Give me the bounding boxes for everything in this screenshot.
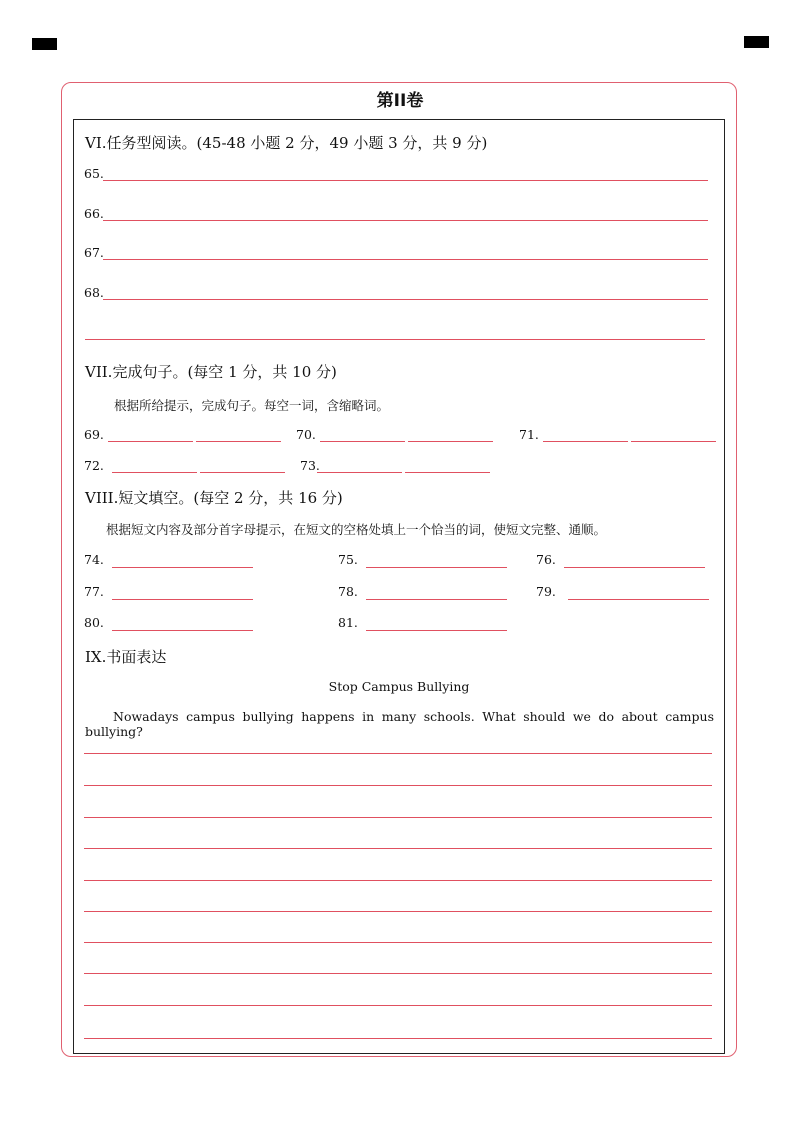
item-74-label: 74. bbox=[84, 552, 104, 567]
section-vii-heading: VII.完成句子。(每空 1 分，共 10 分) bbox=[85, 363, 337, 381]
item-76-label: 76. bbox=[536, 552, 556, 567]
answer-line-66[interactable] bbox=[103, 220, 708, 221]
answer-blank-80[interactable] bbox=[112, 630, 253, 631]
section-viii-heading: VIII.短文填空。(每空 2 分，共 16 分) bbox=[85, 489, 343, 507]
item-67-label: 67. bbox=[84, 245, 104, 260]
item-73-label: 73. bbox=[300, 458, 320, 473]
answer-blank-75[interactable] bbox=[366, 567, 507, 568]
essay-line[interactable] bbox=[84, 973, 712, 974]
answer-blank-78[interactable] bbox=[366, 599, 507, 600]
essay-line[interactable] bbox=[84, 1005, 712, 1006]
answer-blank-71a[interactable] bbox=[543, 441, 628, 442]
answer-blank-69b[interactable] bbox=[196, 441, 281, 442]
answer-blank-70b[interactable] bbox=[408, 441, 493, 442]
essay-line[interactable] bbox=[84, 911, 712, 912]
essay-title: Stop Campus Bullying bbox=[328, 679, 470, 694]
item-70-label: 70. bbox=[296, 427, 316, 442]
essay-line[interactable] bbox=[84, 753, 712, 754]
answer-blank-72b[interactable] bbox=[200, 472, 285, 473]
item-68-label: 68. bbox=[84, 285, 104, 300]
item-69-label: 69. bbox=[84, 427, 104, 442]
answer-blank-70a[interactable] bbox=[320, 441, 405, 442]
answer-blank-74[interactable] bbox=[112, 567, 253, 568]
answer-blank-69a[interactable] bbox=[108, 441, 193, 442]
answer-line-65[interactable] bbox=[103, 180, 708, 181]
essay-line[interactable] bbox=[84, 880, 712, 881]
answer-blank-76[interactable] bbox=[564, 567, 705, 568]
answer-line-67[interactable] bbox=[103, 259, 708, 260]
section-ix-heading: IX.书面表达 bbox=[85, 648, 167, 666]
answer-blank-79[interactable] bbox=[568, 599, 709, 600]
item-72-label: 72. bbox=[84, 458, 104, 473]
item-77-label: 77. bbox=[84, 584, 104, 599]
essay-line[interactable] bbox=[84, 942, 712, 943]
item-71-label: 71. bbox=[519, 427, 539, 442]
registration-mark-left bbox=[32, 38, 57, 50]
essay-line[interactable] bbox=[84, 785, 712, 786]
answer-blank-73a[interactable] bbox=[317, 472, 402, 473]
item-79-label: 79. bbox=[536, 584, 556, 599]
section-viii-instruction: 根据短文内容及部分首字母提示，在短文的空格处填上一个恰当的词，使短文完整、通顺。 bbox=[106, 522, 607, 537]
answer-line-68-continued[interactable] bbox=[85, 339, 705, 340]
volume-title: 第II卷 bbox=[376, 91, 424, 111]
answer-blank-81[interactable] bbox=[366, 630, 507, 631]
essay-line[interactable] bbox=[84, 1038, 712, 1039]
item-65-label: 65. bbox=[84, 166, 104, 181]
answer-blank-73b[interactable] bbox=[405, 472, 490, 473]
item-78-label: 78. bbox=[338, 584, 358, 599]
item-66-label: 66. bbox=[84, 206, 104, 221]
section-vii-instruction: 根据所给提示，完成句子。每空一词，含缩略词。 bbox=[114, 398, 390, 413]
section-vi-heading: VI.任务型阅读。(45-48 小题 2 分，49 小题 3 分，共 9 分) bbox=[85, 134, 488, 152]
essay-line[interactable] bbox=[84, 817, 712, 818]
answer-blank-72a[interactable] bbox=[112, 472, 197, 473]
item-80-label: 80. bbox=[84, 615, 104, 630]
essay-line[interactable] bbox=[84, 848, 712, 849]
essay-prompt: Nowadays campus bullying happens in many schools. What should we do about campus bullying? bbox=[85, 709, 714, 739]
answer-blank-77[interactable] bbox=[112, 599, 253, 600]
registration-mark-right bbox=[744, 36, 769, 48]
answer-blank-71b[interactable] bbox=[631, 441, 716, 442]
answer-line-68[interactable] bbox=[103, 299, 708, 300]
item-81-label: 81. bbox=[338, 615, 358, 630]
item-75-label: 75. bbox=[338, 552, 358, 567]
